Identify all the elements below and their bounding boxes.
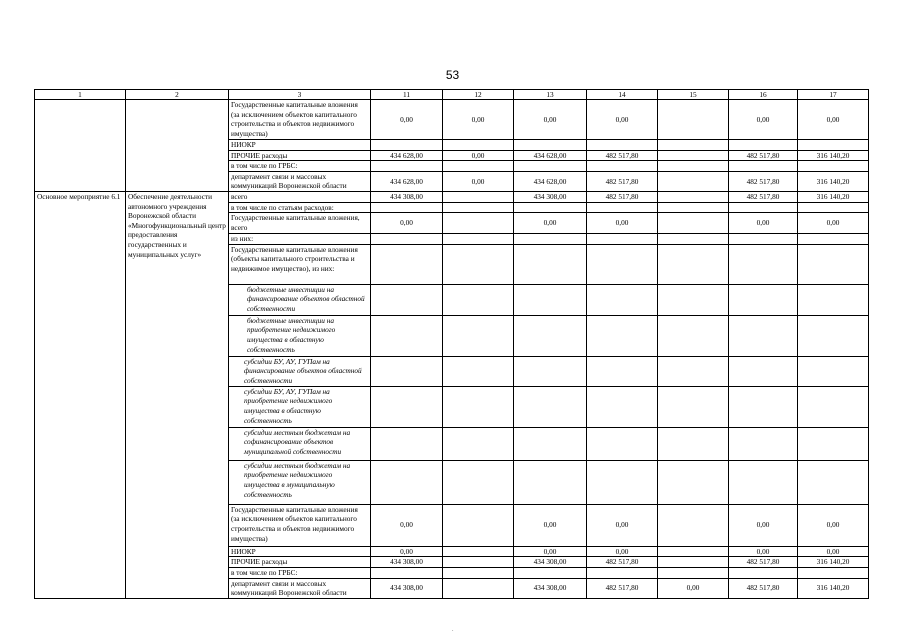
value-cell — [798, 427, 869, 460]
value-cell — [798, 460, 869, 504]
value-cell: 0,00 — [443, 150, 514, 161]
value-cell: 482 517,80 — [729, 557, 798, 568]
value-cell: 0,00 — [658, 578, 729, 598]
value-cell — [443, 191, 514, 202]
footer-mark: . — [452, 627, 454, 633]
table-row — [35, 191, 869, 202]
value-cell — [658, 161, 729, 172]
value-cell — [371, 234, 443, 245]
value-cell — [729, 460, 798, 504]
value-cell: 434 308,00 — [371, 578, 443, 598]
value-cell: 0,00 — [587, 213, 658, 234]
value-cell — [514, 427, 587, 460]
value-cell: 316 140,20 — [798, 150, 869, 161]
value-cell: 434 308,00 — [514, 578, 587, 598]
value-cell — [514, 460, 587, 504]
value-cell — [798, 202, 869, 213]
value-cell — [729, 356, 798, 386]
value-cell — [658, 202, 729, 213]
value-cell: 482 517,80 — [729, 150, 798, 161]
value-cell — [729, 386, 798, 427]
value-cell — [443, 386, 514, 427]
value-cell: 482 517,80 — [587, 191, 658, 202]
value-cell — [443, 234, 514, 245]
value-cell — [587, 202, 658, 213]
value-cell — [587, 140, 658, 151]
value-cell: 434 628,00 — [371, 171, 443, 191]
value-cell — [443, 557, 514, 568]
table-row — [35, 100, 869, 140]
value-cell — [798, 315, 869, 356]
value-cell: 316 140,20 — [798, 171, 869, 191]
value-cell — [443, 202, 514, 213]
row-label: бюджетные инвестиции на приобретение недвижимого имущества в областную собственность — [229, 315, 371, 356]
row-label: субсидии БУ, АУ, ГУПам на финансирование объектов областной собственности — [229, 356, 371, 386]
value-cell: 0,00 — [514, 213, 587, 234]
row-label: бюджетные инвестиции на финансирование объектов областной собственности — [229, 284, 371, 315]
value-cell: 434 308,00 — [514, 191, 587, 202]
value-cell — [371, 427, 443, 460]
value-cell: 0,00 — [514, 100, 587, 140]
value-cell — [658, 504, 729, 546]
value-cell — [514, 202, 587, 213]
row-label: НИОКР — [229, 140, 371, 151]
value-cell — [587, 567, 658, 578]
value-cell — [443, 546, 514, 557]
value-cell: 434 308,00 — [371, 191, 443, 202]
row-label: НИОКР — [229, 546, 371, 557]
value-cell — [371, 202, 443, 213]
value-cell: 434 308,00 — [514, 557, 587, 568]
value-cell: 316 140,20 — [798, 578, 869, 598]
value-cell — [798, 244, 869, 284]
row-label: ПРОЧИЕ расходы — [229, 150, 371, 161]
value-cell: 0,00 — [729, 546, 798, 557]
value-cell — [371, 315, 443, 356]
value-cell — [798, 234, 869, 245]
value-cell — [729, 202, 798, 213]
value-cell — [371, 386, 443, 427]
value-cell — [729, 567, 798, 578]
row-label: в том числе по ГРБС: — [229, 567, 371, 578]
value-cell — [443, 567, 514, 578]
value-cell — [798, 356, 869, 386]
activity-cell — [35, 100, 126, 192]
value-cell — [587, 161, 658, 172]
value-cell — [443, 284, 514, 315]
value-cell: 482 517,80 — [587, 578, 658, 598]
value-cell — [729, 234, 798, 245]
value-cell — [443, 578, 514, 598]
header-cell: 12 — [443, 90, 514, 100]
value-cell — [798, 284, 869, 315]
value-cell — [514, 140, 587, 151]
value-cell: 482 517,80 — [587, 171, 658, 191]
value-cell — [371, 161, 443, 172]
value-cell — [798, 140, 869, 151]
value-cell — [658, 427, 729, 460]
value-cell — [587, 244, 658, 284]
value-cell: 434 628,00 — [371, 150, 443, 161]
budget-table — [34, 89, 869, 599]
description-cell — [126, 100, 229, 192]
value-cell: 482 517,80 — [729, 578, 798, 598]
value-cell: 0,00 — [514, 546, 587, 557]
value-cell — [371, 244, 443, 284]
value-cell — [443, 356, 514, 386]
value-cell — [371, 140, 443, 151]
value-cell: 0,00 — [371, 546, 443, 557]
row-label: субсидии местным бюджетам на софинансирование объектов муниципальной собственности — [229, 427, 371, 460]
value-cell — [587, 284, 658, 315]
value-cell — [658, 171, 729, 191]
header-cell: 3 — [229, 90, 371, 100]
value-cell — [658, 557, 729, 568]
page-number: 53 — [445, 68, 460, 82]
value-cell — [658, 284, 729, 315]
row-label: Государственные капитальные вложения, всего — [229, 213, 371, 234]
value-cell: 482 517,80 — [587, 150, 658, 161]
value-cell — [729, 427, 798, 460]
row-label: Государственные капитальные вложения (за исключением объектов капитального строительства и объектов недвижимого имущества) — [229, 100, 371, 140]
value-cell: 0,00 — [798, 504, 869, 546]
value-cell: 0,00 — [371, 213, 443, 234]
header-cell: 14 — [587, 90, 658, 100]
value-cell — [371, 356, 443, 386]
value-cell — [587, 386, 658, 427]
value-cell: 482 517,80 — [729, 191, 798, 202]
value-cell — [658, 150, 729, 161]
value-cell — [514, 356, 587, 386]
value-cell: 0,00 — [587, 546, 658, 557]
value-cell — [514, 567, 587, 578]
row-label: субсидии местным бюджетам на приобретение недвижимого имущества в муниципальную собственность — [229, 460, 371, 504]
value-cell — [371, 460, 443, 504]
value-cell — [798, 386, 869, 427]
row-label: субсидии БУ, АУ, ГУПам на приобретение недвижимого имущества в областную собственность — [229, 386, 371, 427]
value-cell — [658, 567, 729, 578]
header-row — [35, 90, 869, 100]
value-cell — [587, 234, 658, 245]
value-cell — [371, 284, 443, 315]
value-cell: 316 140,20 — [798, 191, 869, 202]
value-cell: 0,00 — [587, 100, 658, 140]
value-cell — [587, 315, 658, 356]
value-cell: 0,00 — [729, 504, 798, 546]
value-cell — [729, 244, 798, 284]
header-cell: 17 — [798, 90, 869, 100]
value-cell: 0,00 — [443, 171, 514, 191]
header-cell: 11 — [371, 90, 443, 100]
description-cell: Обеспечение деятельности автономного учреждения Воронежской области «Многофункциональный центр предоставления государственных и муниципальных услуг» — [126, 191, 229, 598]
value-cell: 482 517,80 — [587, 557, 658, 568]
header-cell: 16 — [729, 90, 798, 100]
value-cell: 0,00 — [798, 100, 869, 140]
value-cell — [443, 315, 514, 356]
value-cell — [658, 386, 729, 427]
activity-cell: Основное мероприятие 6.1 — [35, 191, 126, 598]
value-cell — [514, 284, 587, 315]
value-cell — [658, 140, 729, 151]
value-cell — [658, 100, 729, 140]
value-cell: 0,00 — [798, 213, 869, 234]
value-cell — [729, 161, 798, 172]
value-cell — [658, 191, 729, 202]
row-label: ПРОЧИЕ расходы — [229, 557, 371, 568]
row-label: Государственные капитальные вложения (объекты капитального строительства и недвижимое имущество), из них: — [229, 244, 371, 284]
value-cell — [514, 244, 587, 284]
value-cell — [658, 244, 729, 284]
value-cell — [443, 504, 514, 546]
row-label: всего — [229, 191, 371, 202]
value-cell — [658, 460, 729, 504]
value-cell — [443, 244, 514, 284]
value-cell: 0,00 — [587, 504, 658, 546]
value-cell: 434 628,00 — [514, 171, 587, 191]
value-cell — [443, 460, 514, 504]
value-cell — [371, 567, 443, 578]
value-cell — [587, 460, 658, 504]
value-cell — [443, 213, 514, 234]
value-cell — [658, 356, 729, 386]
value-cell — [729, 315, 798, 356]
value-cell — [587, 427, 658, 460]
value-cell: 0,00 — [371, 504, 443, 546]
value-cell: 0,00 — [443, 100, 514, 140]
value-cell — [514, 234, 587, 245]
value-cell: 0,00 — [729, 100, 798, 140]
value-cell — [798, 161, 869, 172]
header-cell: 2 — [126, 90, 229, 100]
value-cell — [729, 140, 798, 151]
value-cell — [514, 386, 587, 427]
value-cell — [658, 234, 729, 245]
value-cell: 434 628,00 — [514, 150, 587, 161]
row-label: Государственные капитальные вложения (за исключением объектов капитального строительства и объектов недвижимого имущества) — [229, 504, 371, 546]
header-cell: 15 — [658, 90, 729, 100]
value-cell — [658, 315, 729, 356]
value-cell — [443, 427, 514, 460]
value-cell — [443, 140, 514, 151]
value-cell — [658, 546, 729, 557]
row-label: департамент связи и массовых коммуникаций Воронежской области — [229, 171, 371, 191]
value-cell — [587, 356, 658, 386]
value-cell: 482 517,80 — [729, 171, 798, 191]
header-cell: 13 — [514, 90, 587, 100]
value-cell — [443, 161, 514, 172]
value-cell — [658, 213, 729, 234]
header-cell: 1 — [35, 90, 126, 100]
value-cell — [798, 567, 869, 578]
row-label: в том числе по статьям расходов: — [229, 202, 371, 213]
value-cell: 316 140,20 — [798, 557, 869, 568]
value-cell: 0,00 — [798, 546, 869, 557]
value-cell — [729, 284, 798, 315]
value-cell — [514, 161, 587, 172]
value-cell: 434 308,00 — [371, 557, 443, 568]
value-cell — [514, 315, 587, 356]
row-label: в том числе по ГРБС: — [229, 161, 371, 172]
row-label: из них: — [229, 234, 371, 245]
row-label: департамент связи и массовых коммуникаций Воронежской области — [229, 578, 371, 598]
value-cell: 0,00 — [729, 213, 798, 234]
value-cell: 0,00 — [371, 100, 443, 140]
value-cell: 0,00 — [514, 504, 587, 546]
